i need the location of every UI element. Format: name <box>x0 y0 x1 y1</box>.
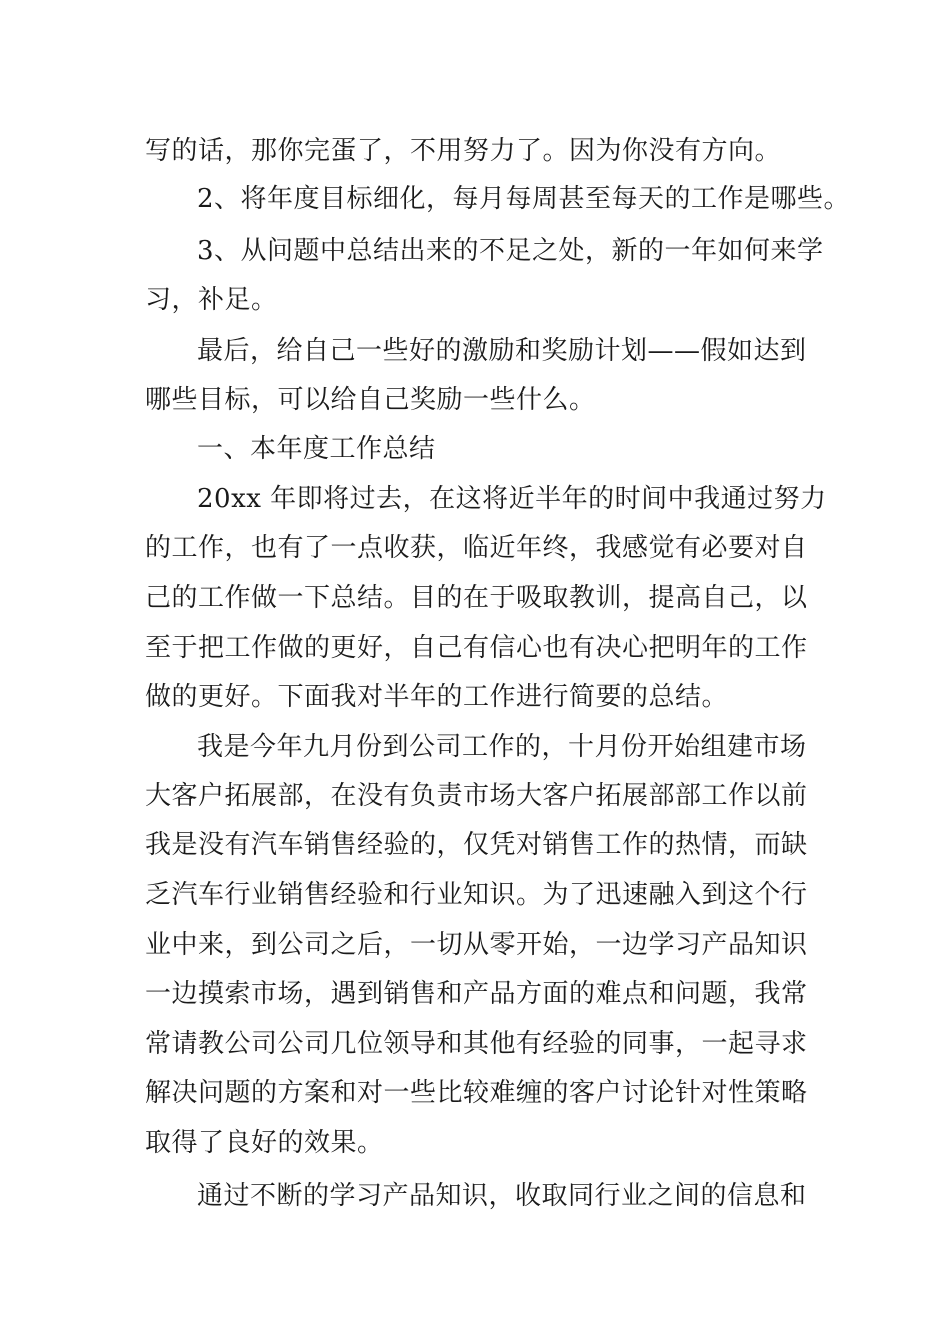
text-line: 我是今年九月份到公司工作的，十月份开始组建市场 <box>197 732 807 762</box>
text-line: 哪些目标，可以给自己奖励一些什么。 <box>145 385 596 415</box>
text-line: 2、将年度目标细化，每月每周甚至每天的工作是哪些。 <box>197 184 851 214</box>
text-line: 取得了良好的效果。 <box>145 1128 384 1158</box>
text-line: 常请教公司公司几位领导和其他有经验的同事，一起寻求 <box>145 1029 808 1059</box>
text-line: 20xx 年即将过去，在这将近半年的时间中我通过努力 <box>197 484 827 514</box>
text-line: 最后，给自己一些好的激励和奖励计划——假如达到 <box>197 336 807 366</box>
text-line: 乏汽车行业销售经验和行业知识。为了迅速融入到这个行 <box>145 880 808 910</box>
text-line: 我是没有汽车销售经验的，仅凭对销售工作的热情，而缺 <box>145 830 808 860</box>
text-line: 解决问题的方案和对一些比较难缠的客户讨论针对性策略 <box>145 1078 808 1108</box>
text-line: 大客户拓展部，在没有负责市场大客户拓展部部工作以前 <box>145 781 808 811</box>
text-line: 习，补足。 <box>145 285 278 315</box>
text-line: 做的更好。下面我对半年的工作进行简要的总结。 <box>145 682 729 712</box>
text-line: 一边摸索市场，遇到销售和产品方面的难点和问题，我常 <box>145 979 808 1009</box>
section-heading: 一、本年度工作总结 <box>197 434 436 464</box>
text-line: 写的话，那你完蛋了，不用努力了。因为你没有方向。 <box>145 136 782 166</box>
text-line: 的工作，也有了一点收获，临近年终，我感觉有必要对自 <box>145 533 808 563</box>
text-line: 业中来，到公司之后，一切从零开始，一边学习产品知识 <box>145 930 808 960</box>
text-line: 至于把工作做的更好，自己有信心也有决心把明年的工作 <box>145 633 808 663</box>
text-line: 己的工作做一下总结。目的在于吸取教训，提高自己，以 <box>145 583 808 613</box>
text-line: 3、从问题中总结出来的不足之处，新的一年如何来学 <box>197 236 824 266</box>
text-line: 通过不断的学习产品知识，收取同行业之间的信息和 <box>197 1181 807 1211</box>
